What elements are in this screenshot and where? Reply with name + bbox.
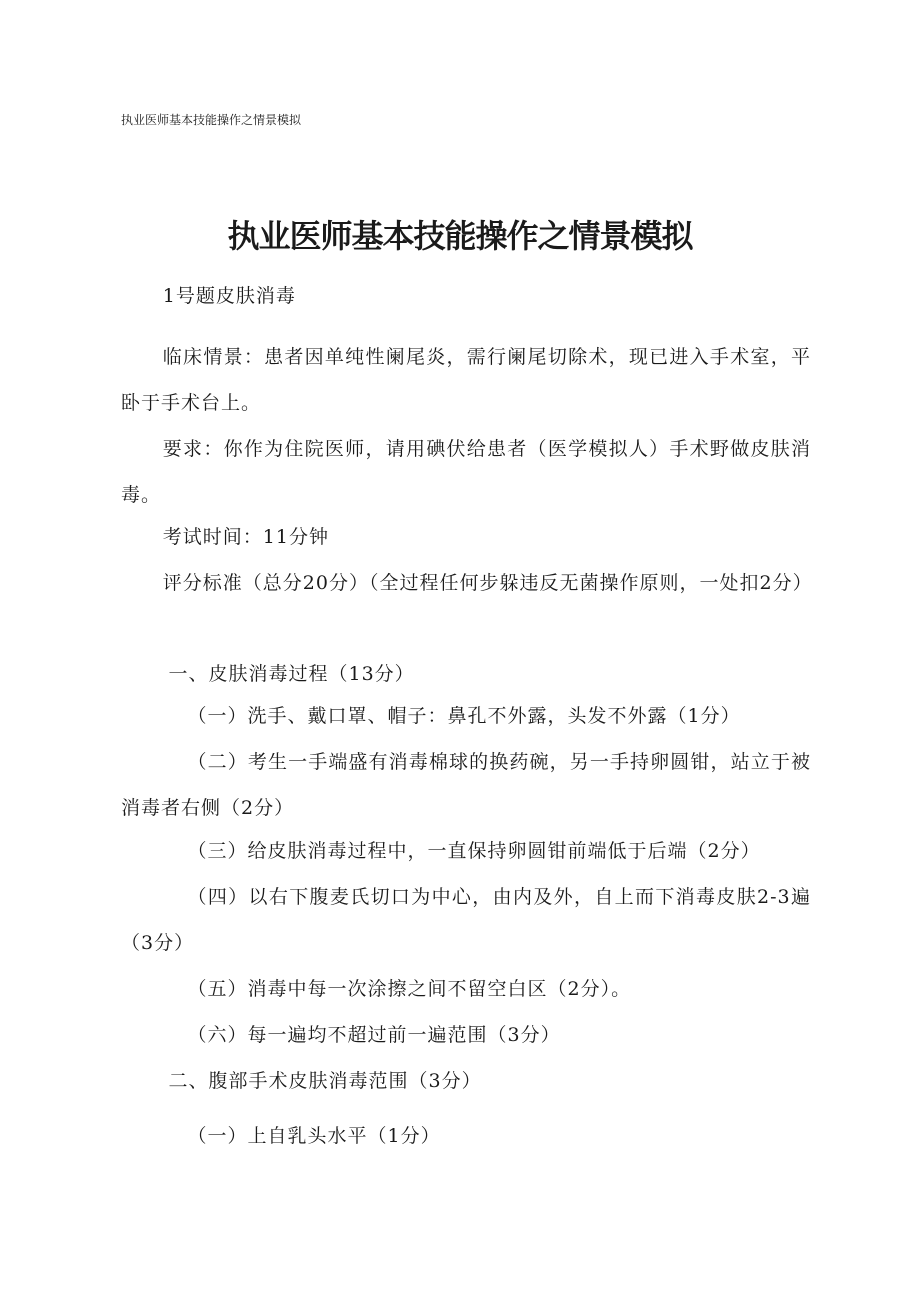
- section1-item-2: （二）考生一手端盛有消毒棉球的换药碗，另一手持卵圆钳，站立于被消毒者右侧（2分）: [121, 751, 811, 819]
- question-title: 1号题皮肤消毒: [162, 285, 296, 307]
- section1-item-1: （一）洗手、戴口罩、帽子：鼻孔不外露，头发不外露（1分）: [187, 705, 741, 727]
- exam-time: 考试时间：11分钟: [162, 526, 329, 548]
- section1-item-6: （六）每一遍均不超过前一遍范围（3分）: [187, 1024, 561, 1046]
- requirement-paragraph: 要求：你作为住院医师，请用碘伏给患者（医学模拟人）手术野做皮肤消毒。: [121, 438, 811, 506]
- section-heading-1: 一、皮肤消毒过程（13分）: [168, 663, 415, 685]
- running-header: 执业医师基本技能操作之情景模拟: [121, 113, 302, 127]
- document-title: 执业医师基本技能操作之情景模拟: [227, 217, 693, 255]
- section1-item-4: （四）以右下腹麦氏切口为中心，由内及外，自上而下消毒皮肤2-3遍（3分）: [121, 886, 811, 954]
- section-heading-2: 二、腹部手术皮肤消毒范围（3分）: [168, 1070, 482, 1092]
- clinical-scenario-paragraph: 临床情景：患者因单纯性阑尾炎，需行阑尾切除术，现已进入手术室，平卧于手术台上。: [121, 346, 811, 414]
- section1-item-5: （五）消毒中每一次涂擦之间不留空白区（2分）。: [187, 978, 632, 1000]
- section2-item-1: （一）上自乳头水平（1分）: [187, 1125, 441, 1147]
- section1-item-3: （三）给皮肤消毒过程中，一直保持卵圆钳前端低于后端（2分）: [187, 840, 761, 862]
- scoring-criteria-paragraph: 评分标准（总分20分）（全过程任何步躲违反无菌操作原则，一处扣2分）: [162, 572, 813, 594]
